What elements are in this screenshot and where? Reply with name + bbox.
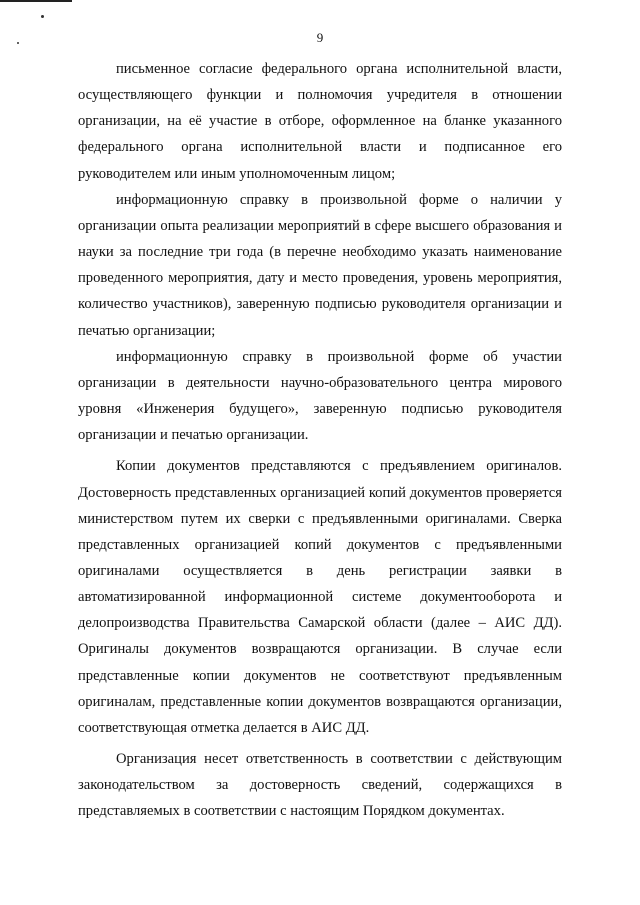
scan-edge-line bbox=[0, 0, 72, 2]
scan-speck bbox=[41, 15, 44, 18]
document-body bbox=[78, 56, 562, 825]
paragraph-experience-reference: информационную справку в произвольной форме о наличии у организации опыта реализации мероприятий в сфере высшего образования и науки за последние три года (в перечне необходимо указать наименование проведенного мероприятия, дату и место проведения, уровень мероприятия, количество участников), заверенную подписью руководителя организации и печатью организации; bbox=[78, 191, 562, 339]
paragraph-research-center-reference: информационную справку в произвольной форме об участии организации в деятельности научно-образовательного центра мирового уровня «Инженерия будущего», заверенную подписью руководителя организации и печатью организации. bbox=[78, 348, 562, 444]
paragraph-consent: письменное согласие федерального органа исполнительной власти, осуществляющего функции и полномочия учредителя в отношении организации, на её участие в отборе, оформленное на бланке указанного федерального органа исполнительной власти и подписанное его руководителем или иным уполномоченным лицом; bbox=[78, 61, 562, 182]
page-number: 9 bbox=[316, 30, 324, 45]
paragraph-document-copies: Копии документов представляются с предъявлением оригиналов. Достоверность представленных организацией копий документов проверяется министерством путем их сверки с предъявленными оригиналами. Сверка представленных организацией копий документов с предъявленными оригиналами осуществляется в день регистрации заявки в автоматизированной информационной системе документооборота и делопроизводства Правительства Самарской области (далее – АИС ДД). Оригиналы документов возвращаются организации. В случае если представленные копии документов не соответствуют предъявленным оригиналам, представленные копии документов возвращаются организации, соответствующая отметка делается в АИС ДД. bbox=[78, 458, 562, 736]
paragraph-responsibility: Организация несет ответственность в соответствии с действующим законодательством за достоверность сведений, содержащихся в представляемых в соответствии с настоящим Порядком документах. bbox=[78, 751, 562, 820]
